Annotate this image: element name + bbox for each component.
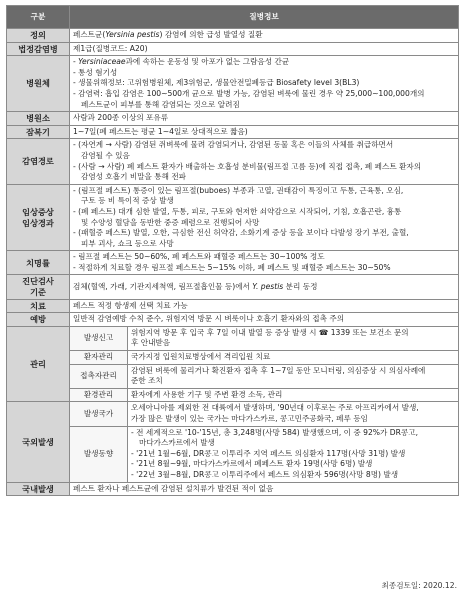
contact-line2: 준한 조치	[131, 376, 163, 386]
trends-line2: 마다가스카르에서 발생	[139, 438, 215, 448]
sub-contact: 접촉자관리	[70, 364, 128, 388]
label-fatality: 치명률	[7, 251, 70, 275]
label-incubation: 잠복기	[7, 125, 70, 139]
definition-species: Yersinia pestis	[105, 30, 160, 39]
disease-info-sheet	[6, 5, 459, 496]
label-symptoms-1: 임상증상	[22, 206, 54, 217]
label-diagnosis	[7, 275, 70, 299]
row-reservoir	[7, 112, 459, 126]
value-domestic: 페스트 환자나 페스트균에 감염된 설치류가 발견된 적이 없음	[70, 482, 459, 496]
trends-line4: - '21년 8월~9월, 마다가스카르에서 폐페스트 환자 19명(사망 6명) 발생	[131, 459, 373, 469]
row-diagnosis	[7, 275, 459, 299]
transmission-line2: 감염될 수 있음	[81, 150, 130, 160]
pathogen-line3: - 생물위해정보: 고위험병원체, 제3위험군, 생물안전밀폐등급 Biosafety level 3(BL3)	[73, 78, 360, 88]
label-legal: 법정감염병	[7, 42, 70, 56]
value-transmission	[70, 139, 459, 184]
value-trends	[128, 426, 459, 482]
report-line2: 후 안내받음	[131, 338, 171, 348]
transmission-line4: 감염성 호흡기 비말을 통해 전파	[81, 172, 187, 182]
symptoms-line6: 피부 괴사, 쇼크 등으로 사망	[81, 238, 174, 248]
label-pathogen: 병원체	[7, 56, 70, 112]
value-pathogen	[70, 56, 459, 112]
row-symptoms	[7, 184, 459, 251]
sub-report: 발생신고	[70, 326, 128, 350]
pathogen-line4: - 감염력: 흡입 감염은 100~500개 균으로 발병 가능, 감염된 벼룩에 물린 경우 약 25,000~100,000개의	[73, 88, 425, 98]
diagnosis-pre: 검체(혈액, 가래, 기관지세척액, 림프절흡인물 등)에서	[73, 281, 253, 291]
table-header-row	[7, 6, 459, 29]
label-definition: 정의	[7, 29, 70, 43]
trends-line1: - 전 세계적으로 '10-'15년, 총 3,248명(사망 584) 발생했으며, 이 중 92%가 DR콩고,	[131, 427, 418, 437]
symptoms-line5: - (패혈증 페스트) 발열, 오한, 극심한 전신 허약감, 소화기계 증상 등을 보이다 다발성 장기 부전, 출혈,	[73, 228, 409, 238]
label-symptoms	[7, 184, 70, 251]
value-countries	[128, 402, 459, 426]
label-transmission: 감염경로	[7, 139, 70, 184]
fatality-line1: - 림프절 페스트는 50~60%, 폐 페스트와 패혈증 페스트는 30~100% 정도	[73, 252, 325, 262]
disease-info-table	[6, 5, 459, 496]
label-domestic: 국내발생	[7, 482, 70, 496]
transmission-line1: - (자연계 → 사람) 감염된 쥐벼룩에 물려 감염되거나, 감염된 동물 혹은 이들의 사체를 취급하면서	[73, 140, 394, 150]
row-global-trends	[7, 426, 459, 482]
label-global: 국외발생	[7, 402, 70, 482]
value-environment: 환자에게 사용한 기구 및 주변 환경 소독, 관리	[128, 388, 459, 402]
value-patient: 국가지정 입원치료병상에서 격리입원 치료	[128, 351, 459, 365]
pathogen-line5: 페스트균이 피부를 통해 감염되는 것으로 알려짐	[81, 99, 240, 109]
label-reservoir: 병원소	[7, 112, 70, 126]
fatality-line2: - 적절하게 치료할 경우 림프절 페스트는 5~15% 이하, 폐 페스트 및 패혈증 페스트는 30~50%	[73, 262, 391, 272]
row-definition	[7, 29, 459, 43]
row-management-contact	[7, 364, 459, 388]
value-prevention: 일반적 감염예방 수칙 준수, 위험지역 방문 시 벼룩이나 호흡기 환자와의 접촉 주의	[70, 313, 459, 327]
trends-line5: - '22년 3월~8월, DR콩고 이투리주에서 페스트 의심환자 596명(사망 8명) 발생	[131, 469, 399, 479]
report-line1: 위험지역 방문 후 입국 후 7일 이내 발열 등 증상 발생 시 ☎ 1339 또는 보건소 문의	[131, 327, 409, 337]
value-treatment: 페스트 적정 항생제 선택 치료 가능	[70, 299, 459, 313]
last-reviewed-date: 최종검토일: 2020.12.	[381, 581, 457, 590]
countries-line1: 오세아니아를 제외한 전 대륙에서 발생하며, '90년대 이후로는 주로 아프리카에서 발생,	[131, 403, 419, 413]
value-symptoms	[70, 184, 459, 251]
row-prevention	[7, 313, 459, 327]
pathogen-family: Yersiniaceae	[78, 57, 126, 67]
value-report	[128, 326, 459, 350]
header-category: 구분	[7, 6, 70, 29]
definition-post: ) 감염에 의한 급성 발열성 질환	[159, 30, 263, 39]
pathogen-line2: - 통성 혐기성	[73, 67, 118, 77]
label-symptoms-2: 임상경과	[22, 217, 54, 228]
row-domestic	[7, 482, 459, 496]
label-treatment: 치료	[7, 299, 70, 313]
row-transmission	[7, 139, 459, 184]
row-fatality	[7, 251, 459, 275]
label-diagnosis-1: 진단검사	[22, 276, 54, 287]
symptoms-line4: 및 수양성 혈담을 동반한 중증 폐렴으로 진행되어 사망	[81, 217, 260, 227]
diagnosis-species: Y. pestis	[252, 281, 284, 291]
value-fatality	[70, 251, 459, 275]
sub-trends: 발생동향	[70, 426, 128, 482]
label-prevention: 예방	[7, 313, 70, 327]
label-diagnosis-2: 기준	[30, 287, 46, 298]
countries-line2: 가장 많은 발생이 있는 국가는 마다가스카르, 콩고민주공화국, 페루 등임	[131, 414, 368, 423]
pathogen-line1-rest: 과에 속하는 운동성 및 아포가 없는 그람음성 간균	[125, 57, 290, 67]
value-definition	[70, 29, 459, 43]
sub-patient: 환자관리	[70, 351, 128, 365]
transmission-line3: - (사람 → 사람) 폐 페스트 환자가 배출하는 호흡성 분비물(림프절 고름 등)에 직접 접촉, 폐 페스트 환자의	[73, 161, 422, 171]
value-diagnosis	[70, 275, 459, 299]
symptoms-line2: 구토 등 비 특이적 증상 발생	[81, 196, 174, 206]
value-contact	[128, 364, 459, 388]
row-pathogen	[7, 56, 459, 112]
row-management-report	[7, 326, 459, 350]
row-treatment	[7, 299, 459, 313]
row-global-countries	[7, 402, 459, 426]
value-incubation: 1~7일(폐 페스트는 평균 1~4일로 상대적으로 짧음)	[70, 125, 459, 139]
symptoms-line1: - (림프절 페스트) 통증이 있는 림프절(buboes) 부종과 고열, 권태감이 특징이고 두통, 근육통, 오심,	[73, 185, 404, 195]
definition-pre: 페스트균(	[73, 30, 106, 39]
symptoms-line3: - (폐 페스트) 대개 심한 발열, 두통, 피로, 구토와 현저한 쇠약감으로 시작되어, 기침, 호흡곤란, 흉통	[73, 206, 402, 216]
label-management: 관리	[7, 326, 70, 402]
pathogen-line1: - Yersiniaceae과에 속하는 운동성 및 아포가 없는 그람음성 간균	[73, 57, 290, 67]
row-incubation	[7, 125, 459, 139]
contact-line1: 감염된 벼룩에 물리거나 확진환자 접촉 후 1~7일 동안 모니터링, 의심증상 시 의심사례에	[131, 365, 426, 375]
sub-environment: 환경관리	[70, 388, 128, 402]
row-management-patient	[7, 351, 459, 365]
diagnosis-post: 분리 동정	[283, 281, 318, 291]
header-disease-info: 질병정보	[70, 6, 459, 29]
sub-countries: 발생국가	[70, 402, 128, 426]
value-reservoir: 사람과 200종 이상의 포유류	[70, 112, 459, 126]
trends-line3: - '21년 1월~6월, DR콩고 이투리주 지역 페스트 의심환자 117명(사망 31명) 발생	[131, 448, 406, 458]
row-legal	[7, 42, 459, 56]
row-management-environment	[7, 388, 459, 402]
value-legal: 제1급(질병코드: A20)	[70, 42, 459, 56]
